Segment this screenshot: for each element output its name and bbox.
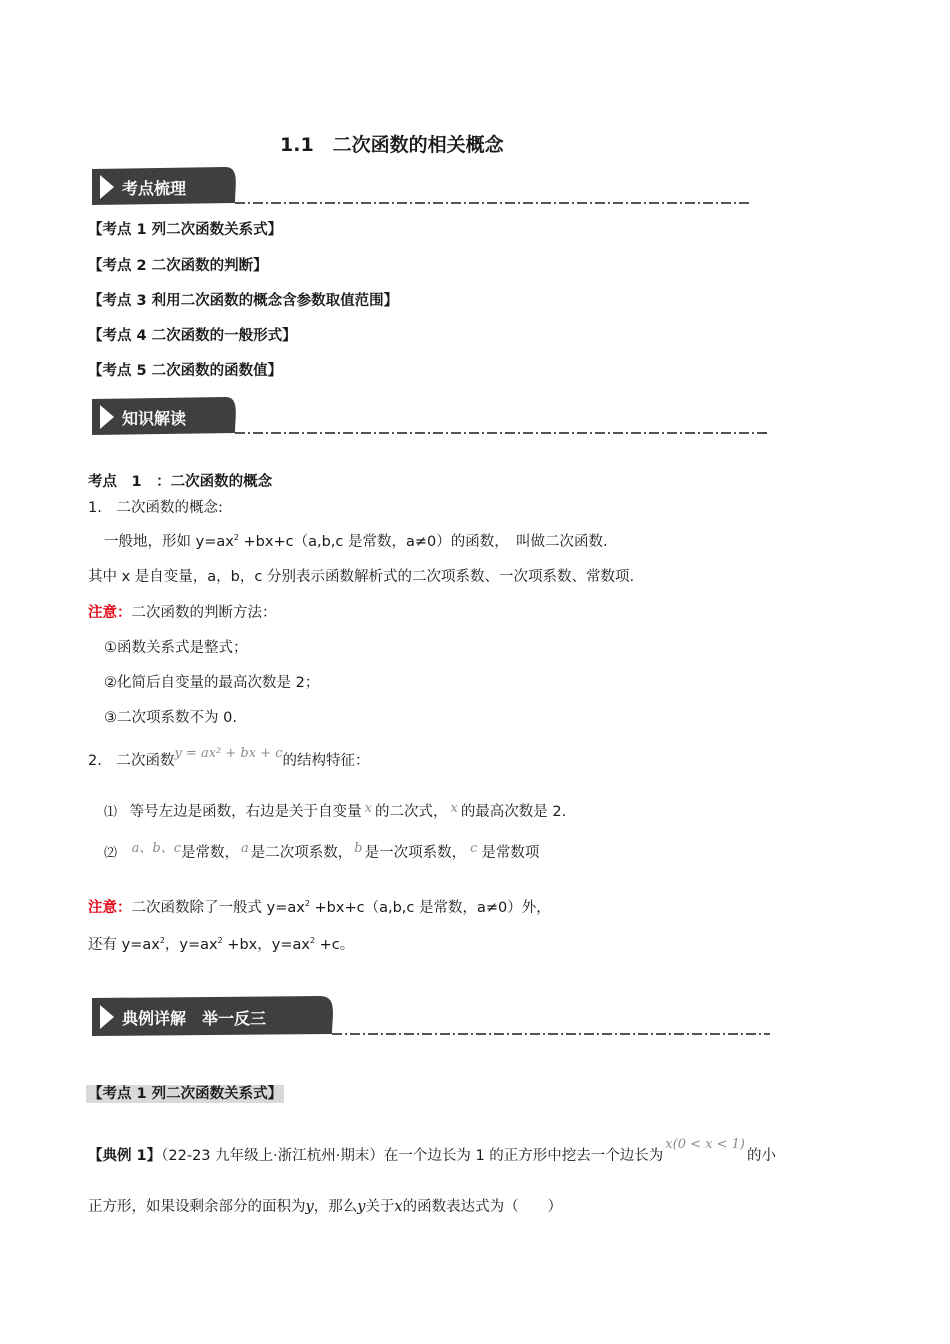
note-text: 二次函数的判断方法： bbox=[131, 605, 277, 621]
definition-part: +bx+c（a,b,c 是常数，a≠0）的函数， 叫做二次函数. bbox=[238, 534, 608, 550]
forms-text: ，y=ax bbox=[164, 937, 218, 953]
highlighted-tag: 【考点 1 列二次函数关系式】 bbox=[88, 1086, 283, 1102]
feature-text: 的二次式， bbox=[374, 804, 448, 820]
rule-2: ②化简后自变量的最高次数是 2； bbox=[104, 675, 320, 691]
paragraph-number: 2. bbox=[88, 753, 102, 769]
math-variable: y bbox=[357, 1199, 366, 1215]
feature-text: 是一次项系数， bbox=[364, 845, 467, 861]
section-banner-knowledge bbox=[90, 395, 770, 443]
math-variable: a、b、c bbox=[131, 841, 181, 856]
example-text: ，那么 bbox=[313, 1199, 358, 1215]
topic-item-4: 【考点 4 二次函数的一般形式】 bbox=[88, 328, 297, 344]
superscript: 2 bbox=[217, 936, 223, 945]
example-text: （22-23 九年级上·浙江杭州·期末）在一个边长为 1 的正方形中挖去一个边长为 bbox=[161, 1148, 664, 1164]
other-forms bbox=[88, 933, 354, 954]
note-label: 注意： bbox=[88, 605, 132, 621]
example-label: 【典例 1】 bbox=[88, 1148, 162, 1164]
feature-2 bbox=[104, 841, 539, 862]
paragraph-2 bbox=[88, 746, 370, 770]
paragraph-text: 二次函数 bbox=[116, 753, 175, 769]
paragraph-text: 的结构特征： bbox=[282, 753, 370, 769]
example-text: 正方形，如果设剩余部分的面积为 bbox=[88, 1199, 306, 1215]
banner-label: 典例详解 举一反三 bbox=[122, 1009, 267, 1028]
forms-text: +c。 bbox=[315, 937, 355, 953]
banner-label: 知识解读 bbox=[122, 409, 187, 428]
note-text: 二次函数除了一般式 y=ax bbox=[131, 900, 305, 916]
definition-part: 一般地，形如 y=ax bbox=[104, 534, 234, 550]
example-text: 的小 bbox=[746, 1148, 776, 1164]
page-title: 1.1 二次函数的相关概念 bbox=[280, 134, 504, 156]
paragraph-number: 1. bbox=[88, 500, 102, 516]
rule-3: ③二次项系数不为 0. bbox=[104, 710, 237, 726]
topic-item-2: 【考点 2 二次函数的判断】 bbox=[88, 258, 268, 274]
banner-label: 考点梳理 bbox=[122, 179, 187, 198]
item-number: ⑵ bbox=[104, 846, 118, 861]
topic-item-1: 【考点 1 列二次函数关系式】 bbox=[88, 222, 283, 238]
feature-text: 是常数项 bbox=[481, 845, 540, 861]
feature-1 bbox=[104, 800, 566, 821]
formula-image: x(0 < x < 1) bbox=[665, 1137, 745, 1152]
math-variable: x bbox=[364, 801, 372, 816]
feature-text: 等号左边是函数，右边是关于自变量 bbox=[129, 804, 362, 820]
feature-text: 是常数， bbox=[180, 845, 239, 861]
variables-explanation: 其中 x 是自变量，a，b，c 分别表示函数解析式的二次项系数、一次项系数、常数项. bbox=[88, 569, 635, 585]
item-number: ⑴ bbox=[104, 805, 118, 820]
example-1-line-1 bbox=[88, 1137, 776, 1165]
math-variable: a bbox=[240, 841, 249, 856]
superscript: 2 bbox=[309, 936, 316, 945]
superscript: 2 bbox=[304, 899, 310, 908]
note-1 bbox=[88, 601, 277, 622]
forms-text: +bx，y=ax bbox=[222, 937, 310, 953]
example-text: 关于 bbox=[365, 1199, 395, 1215]
superscript: 2 bbox=[233, 533, 239, 542]
math-variable: y bbox=[305, 1199, 314, 1215]
feature-text: 是二次项系数， bbox=[250, 845, 353, 861]
topic-item-3: 【考点 3 利用二次函数的概念含参数取值范围】 bbox=[88, 293, 399, 309]
paragraph-text: 二次函数的概念: bbox=[116, 500, 223, 516]
section-banner-sorting bbox=[90, 165, 750, 213]
feature-text: 的最高次数是 2. bbox=[460, 804, 567, 820]
example-text: 的函数表达式为（ ） bbox=[402, 1199, 563, 1215]
example-1-line-2 bbox=[88, 1195, 562, 1216]
knowledge-heading: 考点 1 ：二次函数的概念 bbox=[88, 474, 273, 490]
note-text: +bx+c（a,b,c 是常数，a≠0）外， bbox=[309, 900, 551, 916]
forms-text: 还有 y=ax bbox=[88, 937, 160, 953]
rule-1: ①函数关系式是整式； bbox=[104, 640, 248, 656]
example-topic-tag bbox=[86, 1082, 284, 1103]
note-label: 注意： bbox=[88, 900, 132, 916]
math-variable: x bbox=[394, 1199, 403, 1215]
formula-image: y = ax² + bx + c bbox=[174, 746, 283, 761]
math-variable: b bbox=[354, 841, 363, 856]
section-banner-examples bbox=[90, 994, 770, 1044]
superscript: 2 bbox=[159, 936, 165, 945]
math-variable: x bbox=[450, 801, 458, 816]
definition-text bbox=[104, 530, 608, 551]
topic-item-5: 【考点 5 二次函数的函数值】 bbox=[88, 363, 283, 379]
note-2 bbox=[88, 896, 551, 917]
paragraph-1 bbox=[88, 496, 223, 517]
math-variable: c bbox=[470, 841, 478, 856]
